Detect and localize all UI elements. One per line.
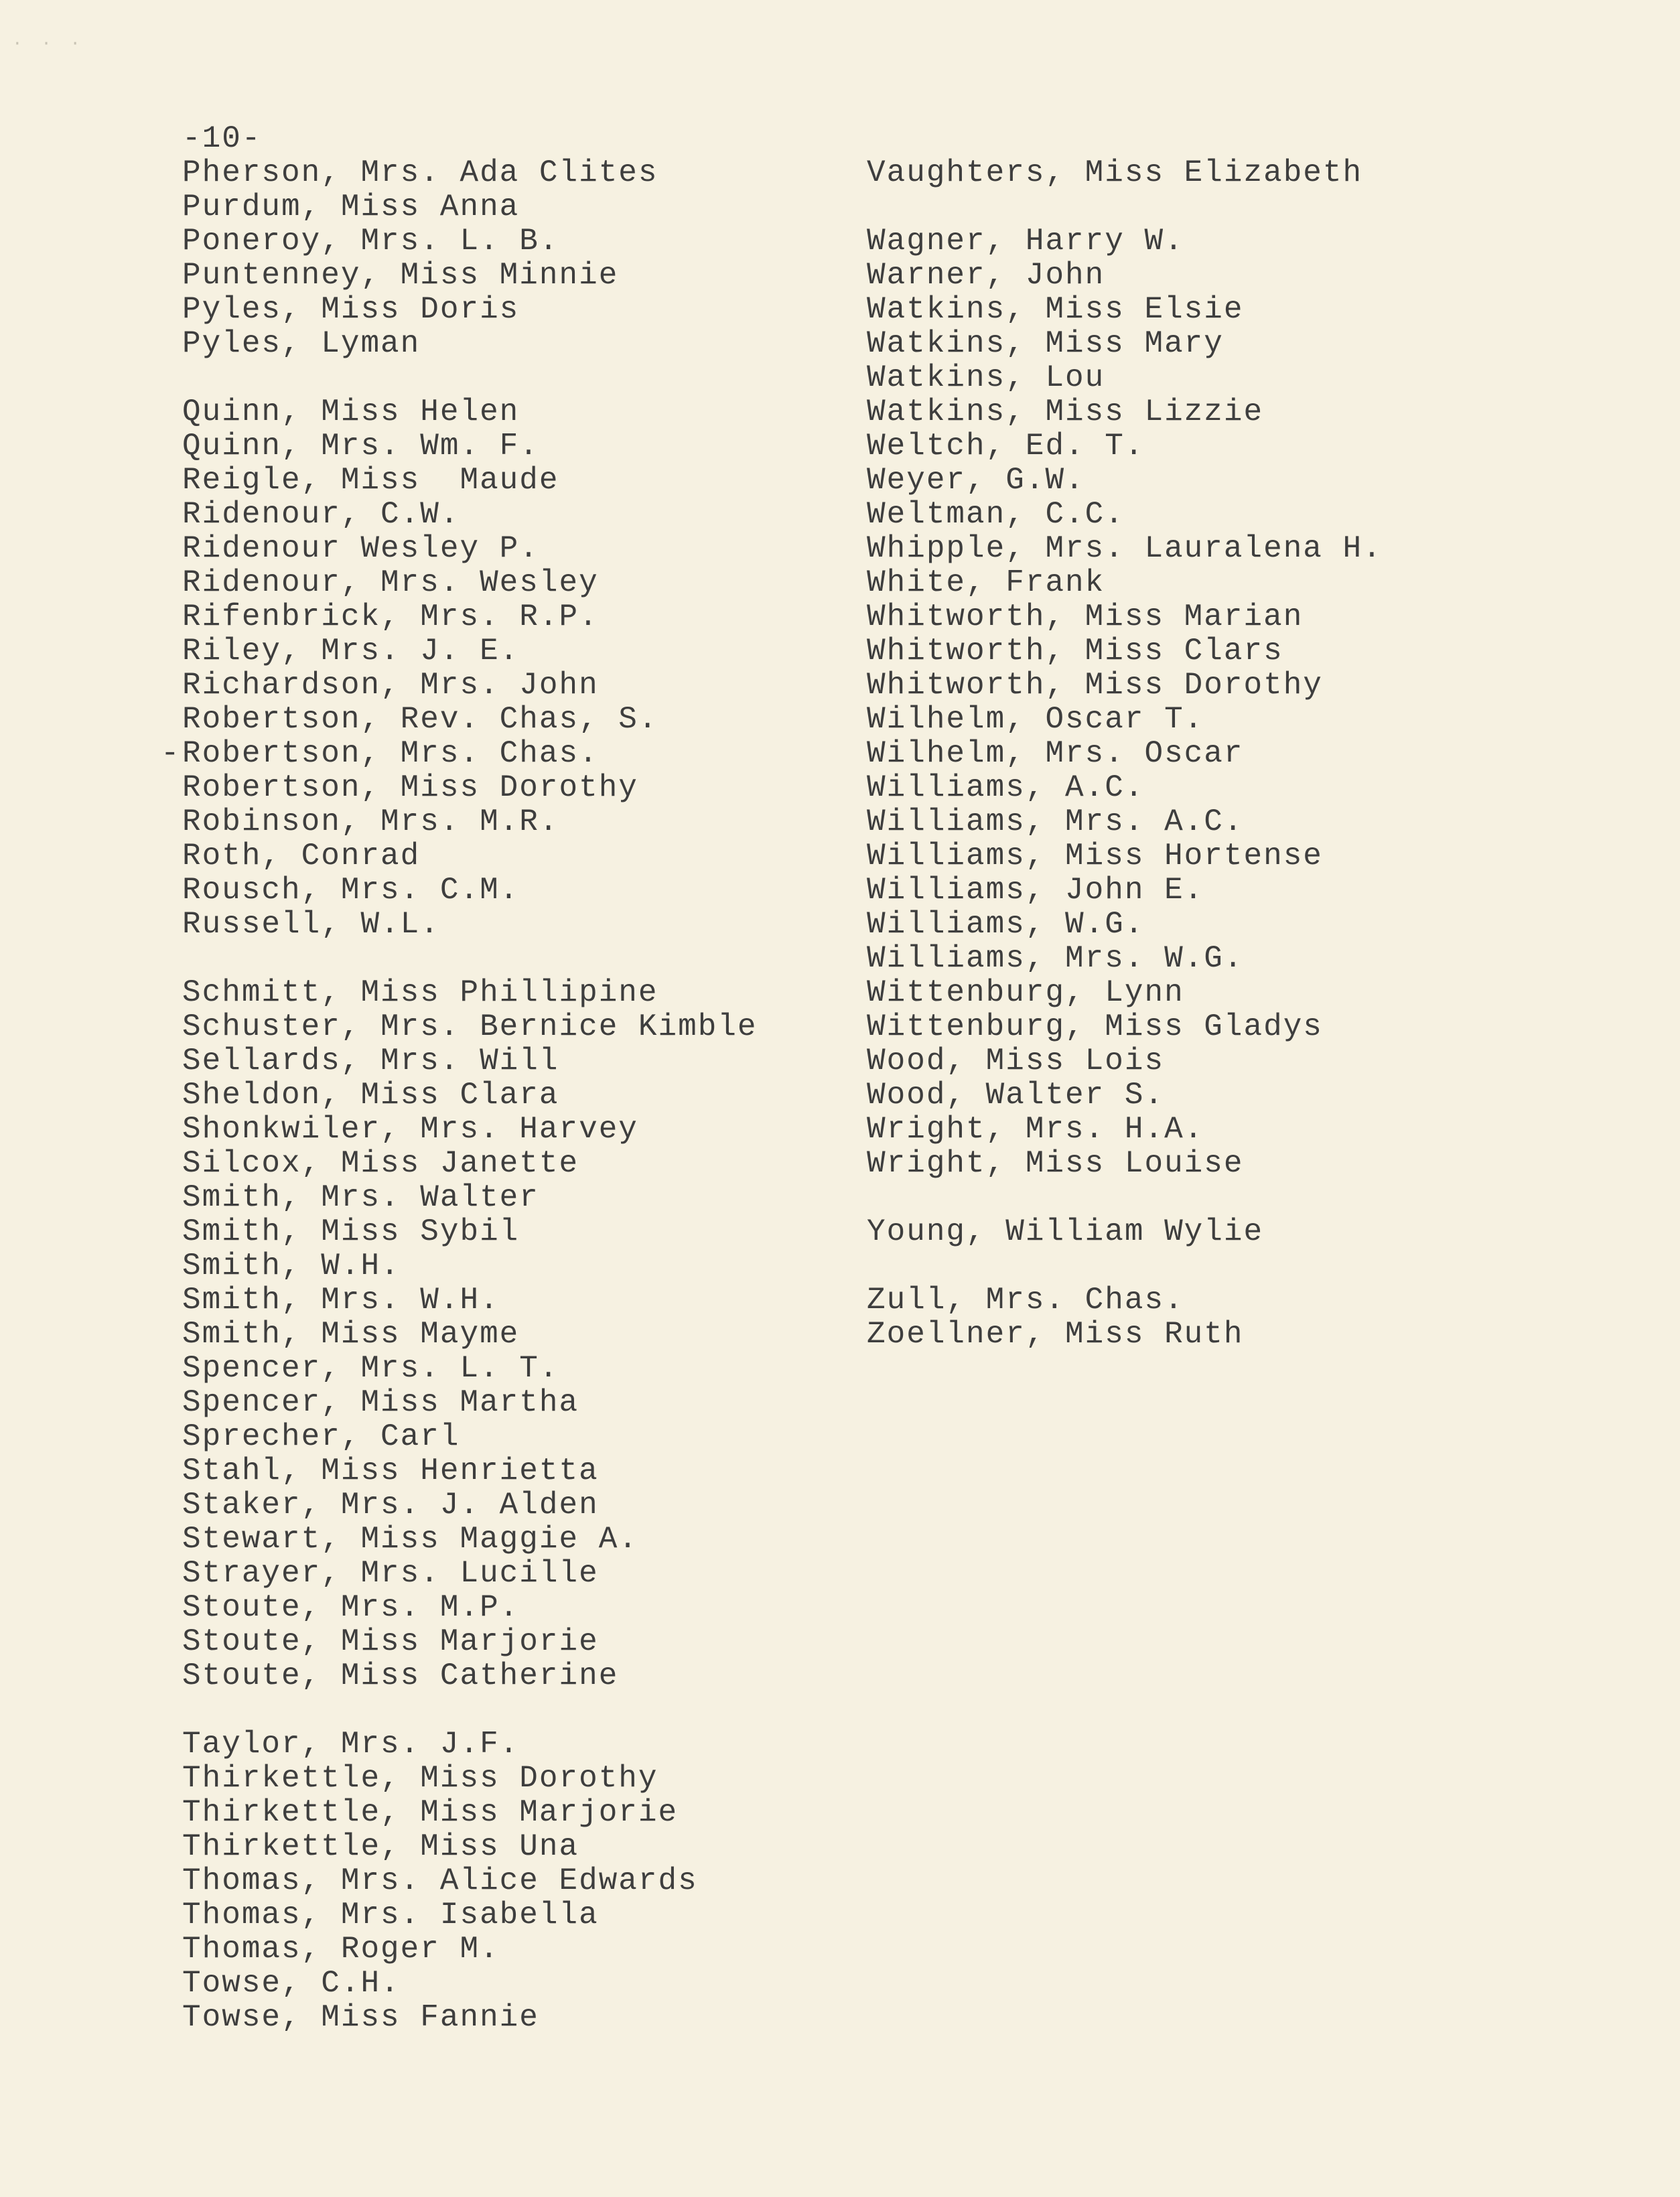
name-entry: Ridenour, C.W. [182, 497, 460, 532]
name-entry: Thomas, Roger M. [182, 1932, 500, 1967]
name-entry: Watkins, Miss Lizzie [867, 395, 1264, 429]
name-entry: Williams, Mrs. W.G. [867, 941, 1244, 976]
name-entry: Smith, Miss Mayme [182, 1317, 520, 1352]
name-entry: Wittenburg, Miss Gladys [867, 1009, 1323, 1044]
name-entry: Spencer, Miss Martha [182, 1385, 579, 1420]
name-entry: Riley, Mrs. J. E. [182, 634, 520, 668]
name-entry: Stoute, Miss Catherine [182, 1658, 619, 1693]
name-entry: Rifenbrick, Mrs. R.P. [182, 599, 599, 634]
name-entry: Robertson, Miss Dorothy [182, 770, 638, 805]
section-gap [867, 190, 1383, 224]
section-gap [867, 1249, 1383, 1283]
section-gap [182, 942, 758, 976]
name-entry: Wright, Mrs. H.A. [867, 1112, 1204, 1147]
name-entry: Quinn, Miss Helen [182, 395, 520, 429]
name-entry: Stoute, Miss Marjorie [182, 1624, 599, 1659]
name-entry: Richardson, Mrs. John [182, 668, 599, 703]
section-gap [182, 361, 758, 395]
name-entry: Wilhelm, Mrs. Oscar [867, 736, 1244, 771]
name-entry: Schuster, Mrs. Bernice Kimble [182, 1009, 758, 1044]
name-entry: Wood, Miss Lois [867, 1044, 1165, 1078]
name-entry: Warner, John [867, 258, 1105, 293]
name-entry: Spencer, Mrs. L. T. [182, 1351, 559, 1386]
margin-mark: - [161, 736, 181, 771]
name-entry: Wagner, Harry W. [867, 224, 1184, 259]
name-entry: Smith, Miss Sybil [182, 1214, 520, 1249]
corner-mark: · · · [12, 33, 85, 54]
name-entry: Shonkwiler, Mrs. Harvey [182, 1112, 638, 1147]
name-entry: Sheldon, Miss Clara [182, 1078, 559, 1113]
name-entry: Smith, Mrs. Walter [182, 1180, 539, 1215]
name-entry: Thomas, Mrs. Alice Edwards [182, 1863, 698, 1898]
name-entry: Rousch, Mrs. C.M. [182, 873, 520, 908]
section-gap [867, 1181, 1383, 1215]
name-entry: Whitworth, Miss Marian [867, 599, 1304, 634]
name-entry: Wright, Miss Louise [867, 1146, 1244, 1181]
name-entry: Sellards, Mrs. Will [182, 1044, 559, 1078]
name-entry: Williams, John E. [867, 873, 1204, 908]
name-entry: Russell, W.L. [182, 907, 440, 942]
name-entry: Towse, C.H. [182, 1966, 401, 2001]
name-entry: Puntenney, Miss Minnie [182, 258, 619, 293]
name-entry: Wittenburg, Lynn [867, 975, 1184, 1010]
name-entry: Pyles, Miss Doris [182, 292, 520, 327]
name-entry: Staker, Mrs. J. Alden [182, 1488, 599, 1522]
name-entry: Watkins, Miss Elsie [867, 292, 1244, 327]
name-entry: Williams, Mrs. A.C. [867, 804, 1244, 839]
name-entry: Whipple, Mrs. Lauralena H. [867, 531, 1383, 566]
name-entry: Quinn, Mrs. Wm. F. [182, 429, 539, 464]
name-entry: Wood, Walter S. [867, 1078, 1165, 1113]
name-entry: Stoute, Mrs. M.P. [182, 1590, 520, 1625]
name-entry: Thirkettle, Miss Una [182, 1829, 579, 1864]
name-entry: Thirkettle, Miss Dorothy [182, 1761, 658, 1796]
name-entry: Ridenour Wesley P. [182, 531, 539, 566]
name-entry: Williams, A.C. [867, 770, 1145, 805]
name-entry: Taylor, Mrs. J.F. [182, 1727, 520, 1762]
name-entry: Young, William Wylie [867, 1214, 1264, 1249]
name-entry: Strayer, Mrs. Lucille [182, 1556, 599, 1591]
section-gap [182, 1693, 758, 1727]
name-entry: Sprecher, Carl [182, 1419, 460, 1454]
name-entry: Stewart, Miss Maggie A. [182, 1522, 638, 1557]
name-entry: Purdum, Miss Anna [182, 190, 520, 224]
name-entry: White, Frank [867, 565, 1105, 600]
name-entry: Stahl, Miss Henrietta [182, 1454, 599, 1488]
name-entry: Roth, Conrad [182, 839, 421, 873]
name-entry: Robinson, Mrs. M.R. [182, 804, 559, 839]
name-entry: Whitworth, Miss Dorothy [867, 668, 1323, 703]
page-number: -10- [182, 121, 262, 156]
name-entry: Thomas, Mrs. Isabella [182, 1898, 599, 1932]
left-name-column [182, 156, 758, 2035]
right-name-column [867, 156, 1383, 1352]
name-entry: Ridenour, Mrs. Wesley [182, 565, 599, 600]
name-entry: Watkins, Miss Mary [867, 326, 1224, 361]
name-entry: Weltch, Ed. T. [867, 429, 1145, 464]
name-entry: Watkins, Lou [867, 360, 1105, 395]
name-entry: Weyer, G.W. [867, 463, 1085, 498]
name-entry: Zull, Mrs. Chas. [867, 1283, 1184, 1318]
name-entry: Pyles, Lyman [182, 326, 421, 361]
name-entry: Smith, W.H. [182, 1249, 401, 1283]
name-entry: Wilhelm, Oscar T. [867, 702, 1204, 737]
name-entry: Towse, Miss Fannie [182, 2000, 539, 2035]
name-entry: Vaughters, Miss Elizabeth [867, 155, 1363, 190]
name-entry: Robertson, Mrs. Chas. [182, 736, 599, 771]
name-entry: Schmitt, Miss Phillipine [182, 975, 658, 1010]
name-entry: Poneroy, Mrs. L. B. [182, 224, 559, 259]
name-entry: Pherson, Mrs. Ada Clites [182, 155, 658, 190]
name-entry: Reigle, Miss Maude [182, 463, 559, 498]
name-entry: Williams, W.G. [867, 907, 1145, 942]
name-entry: Robertson, Rev. Chas, S. [182, 702, 658, 737]
name-entry: Whitworth, Miss Clars [867, 634, 1283, 668]
name-entry: Weltman, C.C. [867, 497, 1125, 532]
name-entry: Williams, Miss Hortense [867, 839, 1323, 873]
name-entry: Thirkettle, Miss Marjorie [182, 1795, 679, 1830]
name-entry: Zoellner, Miss Ruth [867, 1317, 1244, 1352]
name-entry: Smith, Mrs. W.H. [182, 1283, 500, 1318]
name-entry: Silcox, Miss Janette [182, 1146, 579, 1181]
